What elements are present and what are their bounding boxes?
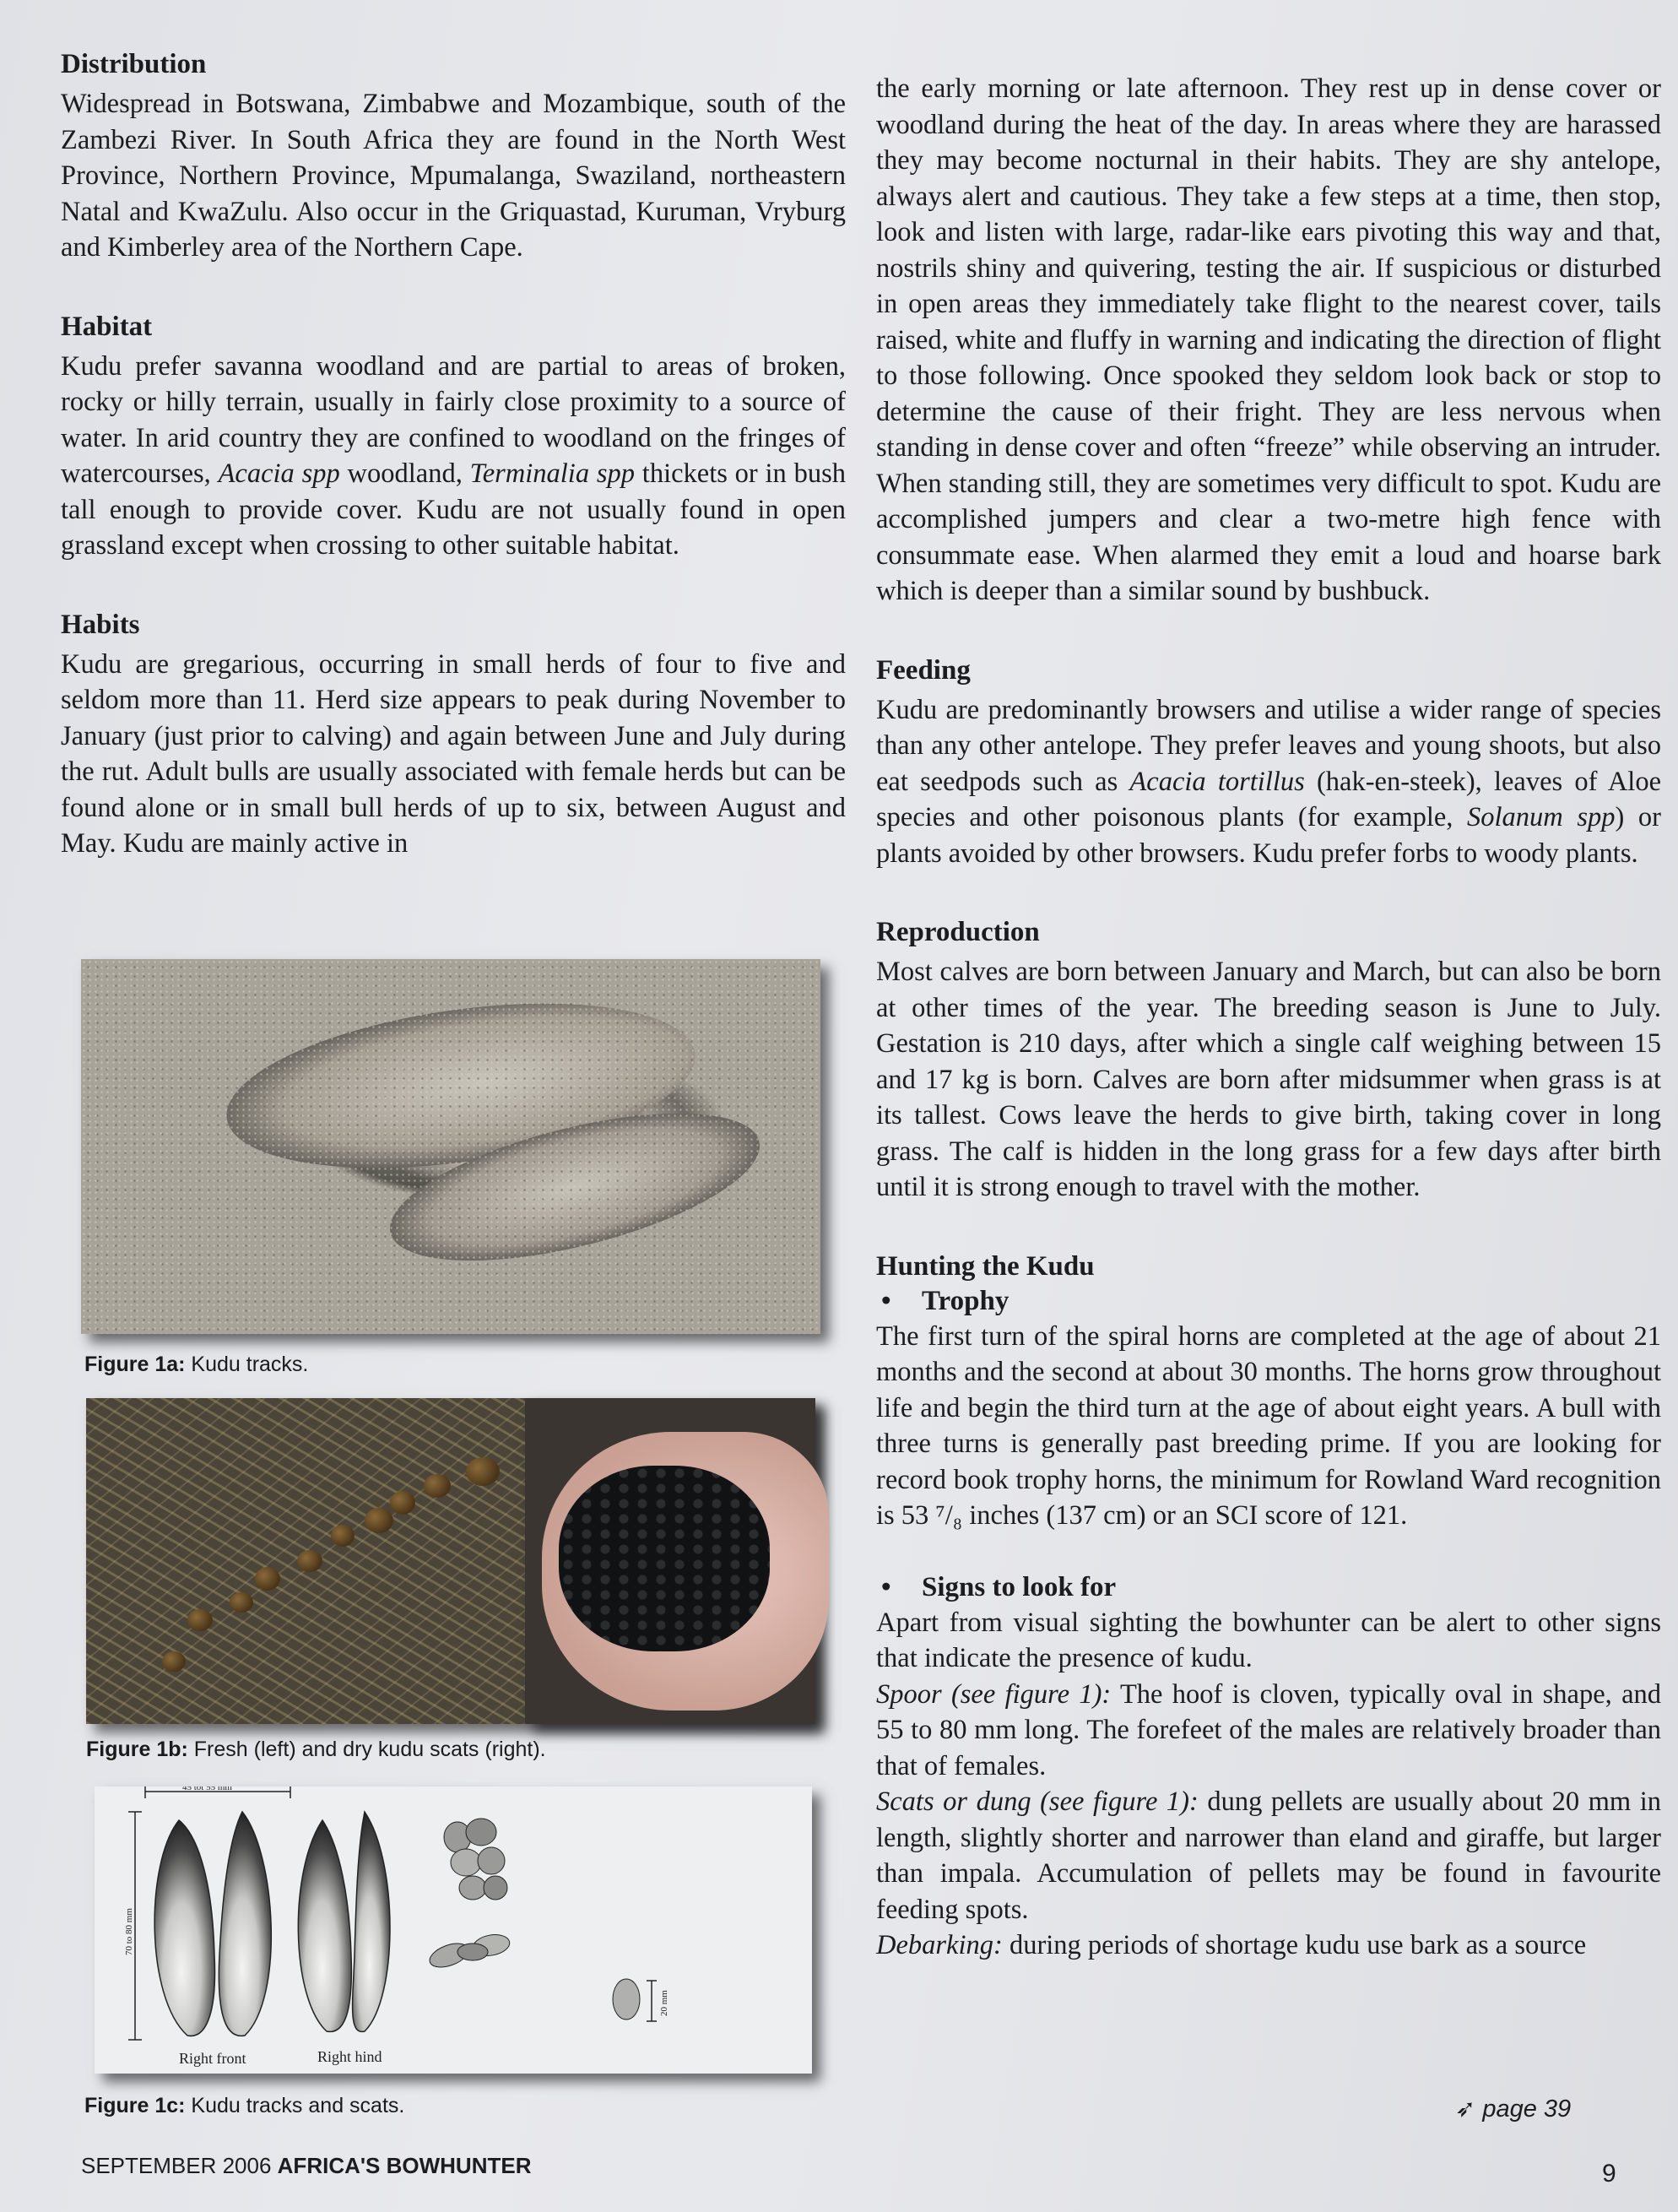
distribution-text: Widespread in Botswana, Zimbabwe and Mozambique, south of the Zambezi River. In South Africa they are found in the North West Province, Northern Province, Mpumalanga, Swaziland, northeastern Natal and KwaZulu. Also occur in the Griquastad, Kuruman, Vryburg and Kimberley area of the Northern Cape. [61,89,846,263]
signs-intro-text: Apart from visual sighting the bowhunter can be alert to other signs that indicate the presence of kudu. [876,1607,1661,1673]
pellet [297,1550,322,1572]
pellet-drawing [459,1876,486,1900]
right-front-hoof-left [154,1820,214,2036]
habits-continued-text: the early morning or late afternoon. They rest up in dense cover or woodland during the heat of the day. In areas where they are harassed they may become nocturnal in their habits. They are shy antelope, always alert and cautious. They take a few steps at a time, then stop, look and listen with large, radar-like ears pivoting this way and that, nostrils shiny and quivering, testing the air. If suspicious or disturbed in open areas they immediately take flight to the nearest cover, tails raised, white and fluffy in warning and indicating the direction of flight to those following. Once spooked they seldom look back or stop to determine the cause of their fright. They are less nervous when standing in dense cover and often “freeze” while observing an intruder. When standing still, they are sometimes very difficult to spot. Kudu are accomplished jumpers and clear a two-metre high fence with consummate ease. When alarmed they emit a loud and hoarse bark which is deeper than a similar sound by bushbuck. [876,73,1661,606]
right-hind-hoof-right [353,1812,390,2031]
right-column [876,71,1661,1964]
debarking-text [876,1927,1661,1964]
feeding-italic-acacia: Acacia tortillus [1129,766,1305,797]
reproduction-text: Most calves are born between January and March, but can also be born at other times of the year. The breeding season is June to July. Gestation is 210 days, after which a single calf weighing between 15 and 17 kg is born. Calves are born after midsummer when grass is at its tallest. Cows leave the herds to give birth, taking cover in long grass. The calf is hidden in the long grass for a few days after birth until it is strong enough to travel with the mother. [876,957,1661,1202]
habitat-section [61,310,846,564]
pellet [331,1525,355,1547]
pellet-drawing [484,1876,507,1900]
pellet-drawing [457,1944,488,1960]
pellet-drawing [466,1819,496,1846]
pellet [466,1457,500,1486]
habitat-heading: Habitat [61,311,153,342]
habits-section [61,608,846,862]
spoor-label: Spoor (see figure 1): [876,1678,1112,1710]
feeding-text-part: ) or plants avoided by other browsers. Kudu prefer forbs to woody plants. [876,802,1661,869]
distribution-section [61,47,846,266]
habitat-text-part: thickets or in bush tall enough to provide cover. Kudu are not usually found in open grassland except when crossing to other suitable habitat. [61,458,846,561]
pellet [365,1508,393,1533]
archer-arrow-icon: ➶ [1455,2095,1476,2123]
habitat-text-part: Kudu prefer savanna woodland and are partial to areas of broken, rocky or hilly terrain, usually in fairly close proximity to a source of water. In arid country they are confined to woodland on the fringes of watercourses, [61,350,846,489]
dry-dung-pellets [559,1466,770,1651]
feeding-text [876,692,1661,872]
footer-date: SEPTEMBER 2006 [81,2153,278,2178]
feeding-section [876,653,1661,872]
figure-1b-label: Figure 1b: [86,1738,188,1761]
figure-1a-caption [84,1353,308,1377]
page-number: 9 [1602,2160,1616,2188]
hunting-section [876,1250,1661,1964]
trophy-subheading [876,1283,1661,1319]
reproduction-heading: Reproduction [876,917,1040,947]
reproduction-section [876,915,1661,1206]
figure-1a-text: Kudu tracks. [185,1353,309,1376]
pellet [162,1651,186,1672]
trophy-label: Trophy [922,1285,1010,1316]
feeding-heading: Feeding [876,654,971,686]
figure-1b-text: Fresh (left) and dry kudu scats (right). [187,1738,546,1761]
right-hind-hoof-left [298,1820,351,2031]
spoor-text [876,1677,1661,1785]
pellet [187,1609,213,1631]
bullet-icon: • [881,1571,891,1602]
trophy-text: The first turn of the spiral horns are completed at the age of about 21 months and the second at about 30 months. The horns grow throughout life and begin the third turn at the age of about eight years. A bull with three turns is generally past breeding prime. If you are looking for record book trophy horns, the minimum for Rowland Ward recognition is 53 ⁷/₈ inches (137 cm) or an SCI score of 121. [876,1320,1661,1531]
pellet-length-label: 20 mm [659,1990,669,2016]
debarking-label: Debarking: [876,1930,1003,1960]
spoor-body: The hoof is cloven, typically oval in shape, and 55 to 80 mm long. The forefeet of the males are relatively broader than that of females. [876,1678,1661,1781]
pellet [424,1474,451,1498]
habits-text: Kudu are gregarious, occurring in small herds of four to five and seldom more than 11. Herd size appears to peak during November to January (just prior to calving) and again between June and July during the rut. Adult bulls are usually associated with female herds but can be found alone or in small bull herds of up to six, between August and May. Kudu are mainly active in [61,648,846,859]
figure-1c-label: Figure 1c: [84,2094,186,2117]
single-pellet-drawing [613,1979,640,2020]
scats-body: dung pellets are usually about 20 mm in length, slightly shorter and narrower than eland and giraffe, but larger than impala. Accumulation of pellets may be found in favourite feeding spots. [876,1786,1661,1925]
pellet [255,1567,280,1591]
length-label: 70 to 80 mm [124,1908,134,1955]
figure-1c-caption [84,2094,404,2118]
figure-1a-label: Figure 1a: [84,1353,186,1376]
habitat-italic-acacia: Acacia spp [218,458,340,489]
scats-label: Scats or dung (see figure 1): [876,1786,1199,1817]
habits-continued-section [876,71,1661,610]
pellet-drawing [478,1847,505,1874]
figure-1c-text: Kudu tracks and scats. [185,2094,405,2117]
feeding-text-part: Kudu are predominantly browsers and utilise a wider range of species than any other antelope. They prefer leaves and young shoots, but also eat seedpods such as [876,694,1661,797]
habitat-italic-terminalia: Terminalia spp [469,458,636,489]
debarking-body: during periods of shortage kudu use bark as a source [1002,1930,1587,1960]
feeding-italic-solanum: Solanum spp [1467,802,1616,832]
sand-texture [81,959,820,1334]
continued-page-label: page 39 [1482,2095,1572,2123]
dry-scats-photo [525,1398,815,1724]
distribution-heading: Distribution [61,49,207,79]
pellet [230,1592,253,1613]
pellet [390,1491,415,1515]
kudu-tracks-photo [81,959,820,1334]
figure-1b-caption [86,1738,546,1762]
tracks-scats-diagram [95,1786,812,2074]
footer-publication [81,2153,531,2179]
signs-subheading [876,1570,1661,1605]
tracks-scats-drawing [95,1786,812,2074]
scats-text [876,1784,1661,1927]
habitat-text-part: woodland, [339,458,470,489]
bullet-icon: • [881,1285,891,1316]
pellet-drawing [451,1849,481,1876]
width-label: 45 tot 55 mm [182,1786,232,1792]
fresh-scats-photo [86,1398,525,1724]
habitat-text [61,349,846,564]
habits-heading: Habits [61,609,140,640]
right-hind-label: Right hind [317,2048,382,2065]
right-front-label: Right front [179,2050,246,2067]
right-front-hoof-right [219,1812,271,2036]
footer-magazine-name: AFRICA'S BOWHUNTER [277,2153,532,2178]
continued-on-link[interactable] [1455,2094,1571,2123]
hunting-heading: Hunting the Kudu [876,1250,1095,1282]
feeding-text-part: (hak-en-steek), leaves of Aloe species and other poisonous plants (for example, [876,766,1661,832]
left-column [61,47,846,906]
signs-label: Signs to look for [922,1571,1117,1602]
